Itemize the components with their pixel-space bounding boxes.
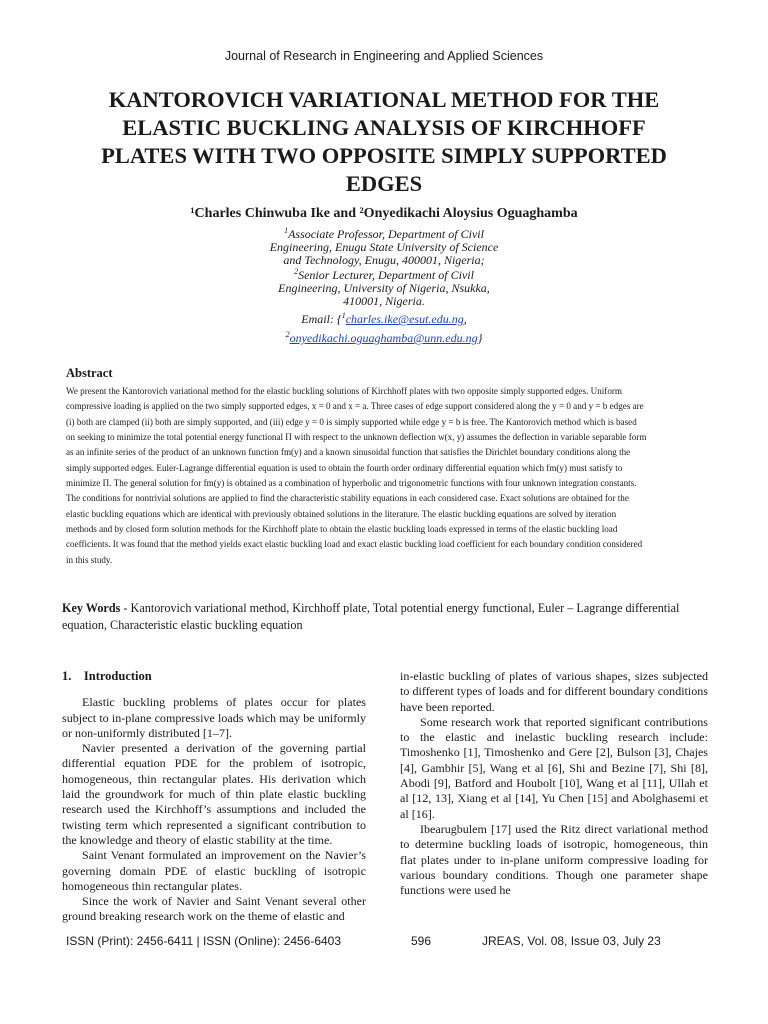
affiliation-line: Senior Lecturer, Department of Civil (298, 268, 474, 282)
email-prefix: Email: { (301, 312, 342, 326)
email-link-1[interactable]: charles.ike@esut.edu.ng (345, 312, 464, 326)
footer-page-number: 596 (411, 934, 432, 948)
paragraph: Navier presented a derivation of the governing partial differential equation PDE for the problem of isotropic, homogeneous, thin rectangular plates. His derivation which laid the groundwork for much of thin plate elastic buckling research used the Kirchhoff’s assumptions and included the twisting term which represented a significant contribution to the knowledge and theory of elastic stability at the time. (62, 741, 366, 847)
paragraph: Ibearugbulem [17] used the Ritz direct variational method to determine buckling loads of isotropic, homogeneous, thin flat plates under to in-plane uniform compressive loading for various boundary conditions. Though one parameter shape functions were used he (400, 821, 708, 898)
right-column (400, 669, 708, 898)
abstract-line: on seeking to minimize the total potential energy functional Π with respect to the unknown deflection w(x, y) assumes the deflection in variable separable form (66, 432, 647, 443)
author-list: ¹Charles Chinwuba Ike and ²Onyedikachi Aloysius Oguaghamba (190, 206, 578, 221)
abstract-line: (i) both are clamped (ii) both are simply supported, and (iii) edge y = 0 is simply supported while edge y = b is free. The Kantorovich method which is based (66, 416, 637, 427)
abstract-line: as an infinite series of the product of an unknown function fm(y) and a known sinusoidal function that satisfies the Dirichlet boundary conditions along the (66, 447, 631, 458)
title-line: ELASTIC BUCKLING ANALYSIS OF KIRCHHOFF (122, 115, 646, 140)
paragraph: Since the work of Navier and Saint Venant several other ground breaking research work on the theme of elastic and (62, 894, 366, 924)
abstract-line: simply supported edges. Euler-Lagrange differential equation is used to obtain the fourth order ordinary differential equation which fm(y) must satisfy to (66, 462, 623, 473)
abstract-line: minimize Π. The general solution for fm(y) is obtained as a combination of hyperbolic and trigonometric functions with four unknown integration constants. (66, 478, 637, 489)
abstract-heading: Abstract (66, 366, 113, 380)
affiliation-line: Engineering, University of Nigeria, Nsukka, (278, 281, 490, 295)
affiliation-1 (0, 224, 768, 267)
abstract-line: in this study. (66, 554, 113, 565)
journal-name: Journal of Research in Engineering and Applied Sciences (224, 49, 544, 63)
paragraph: Some research work that reported significant contributions to the elastic and inelastic buckling research include: Timoshenko [1], Timoshenko and Gere [2], Bulson [3], Chajes [4], Gambhir [5], Wang et al [6], Shi and Bezine [7], Shi [8], Abodi [9], Batford and Houbolt [10], Wang et al [11], Ullah et al [12, 13], Xiang et al [14], Yu Chen [15] and Abolghasemi et al [16]. (400, 714, 708, 821)
email-sup: 2 (285, 330, 290, 339)
abstract-line: methods and by closed form solution methods for the Kirchhoff plate to obtain the elastic buckling loads expressed in terms of the elastic buckling load (66, 524, 618, 535)
email-block (0, 309, 768, 345)
footer-issn: ISSN (Print): 2456-6411 | ISSN (Online): 2456-6403 (66, 934, 342, 948)
left-column (62, 669, 366, 925)
title-line: PLATES WITH TWO OPPOSITE SIMPLY SUPPORTED (101, 143, 667, 168)
abstract-line: coefficients. It was found that the method yields exact elastic buckling load and exact elastic buckling load coefficient for each boundary condition considered (66, 539, 643, 550)
abstract-line: compressive loading is applied on the two simply supported edges, x = 0 and x = a. Three cases of edge support considered along the y = 0 and y = b edges are (66, 401, 644, 412)
keywords-label: Key Words (62, 601, 121, 615)
title-line: EDGES (345, 171, 423, 196)
paragraph: Elastic buckling problems of plates occur for plates subject to in-plane compressive loads which may be uniformly or non-uniformly distributed [1–7]. (62, 695, 366, 740)
section-heading: 1. Introduction (62, 669, 152, 683)
email-sup: 1 (341, 311, 346, 320)
affiliation-sup: 1 (284, 226, 289, 235)
paragraph: in-elastic buckling of plates of various shapes, sizes subjected to different types of loads and for different boundary conditions have been reported. (400, 669, 708, 714)
affiliation-sup: 2 (294, 267, 299, 276)
keywords-text: - Kantorovich variational method, Kirchhoff plate, Total potential energy functional, Euler – Lagrange differential equation, Characteristic elastic buckling equation (62, 601, 680, 632)
title-line: KANTOROVICH VARIATIONAL METHOD FOR THE (108, 87, 660, 112)
paper-title (70, 86, 698, 198)
affiliation-line: and Technology, Enugu, 400001, Nigeria; (283, 253, 485, 267)
email-link-2[interactable]: onyedikachi.oguaghamba@unn.edu.ng (289, 331, 478, 345)
abstract-line: The conditions for nontrivial solutions are applied to find the characteristic stability equations in each considered case. Exact solutions are obtained for the (66, 493, 629, 504)
affiliation-2 (0, 265, 768, 308)
paragraph: Saint Venant formulated an improvement on the Navier’s governing domain PDE of elastic buckling of isotropic homogeneous thin rectangular plates. (62, 848, 366, 893)
affiliation-line: Engineering, Enugu State University of Science (269, 240, 499, 254)
email-comma: , (463, 312, 467, 326)
abstract-line: elastic buckling equations which are identical with previously obtained solutions in the literature. The elastic buckling equations are solved by iteration (66, 508, 617, 519)
affiliation-line: Associate Professor, Department of Civil (288, 227, 484, 241)
affiliation-line: 410001, Nigeria. (343, 294, 425, 308)
abstract-line: We present the Kantorovich variational method for the elastic buckling solutions of Kirchhoff plates with two opposite simply supported edges. Uniform (66, 386, 622, 396)
email-suffix: } (477, 331, 483, 345)
keywords (62, 600, 712, 634)
footer-citation: JREAS, Vol. 08, Issue 03, July 23 (482, 934, 661, 948)
abstract-body (66, 384, 706, 568)
